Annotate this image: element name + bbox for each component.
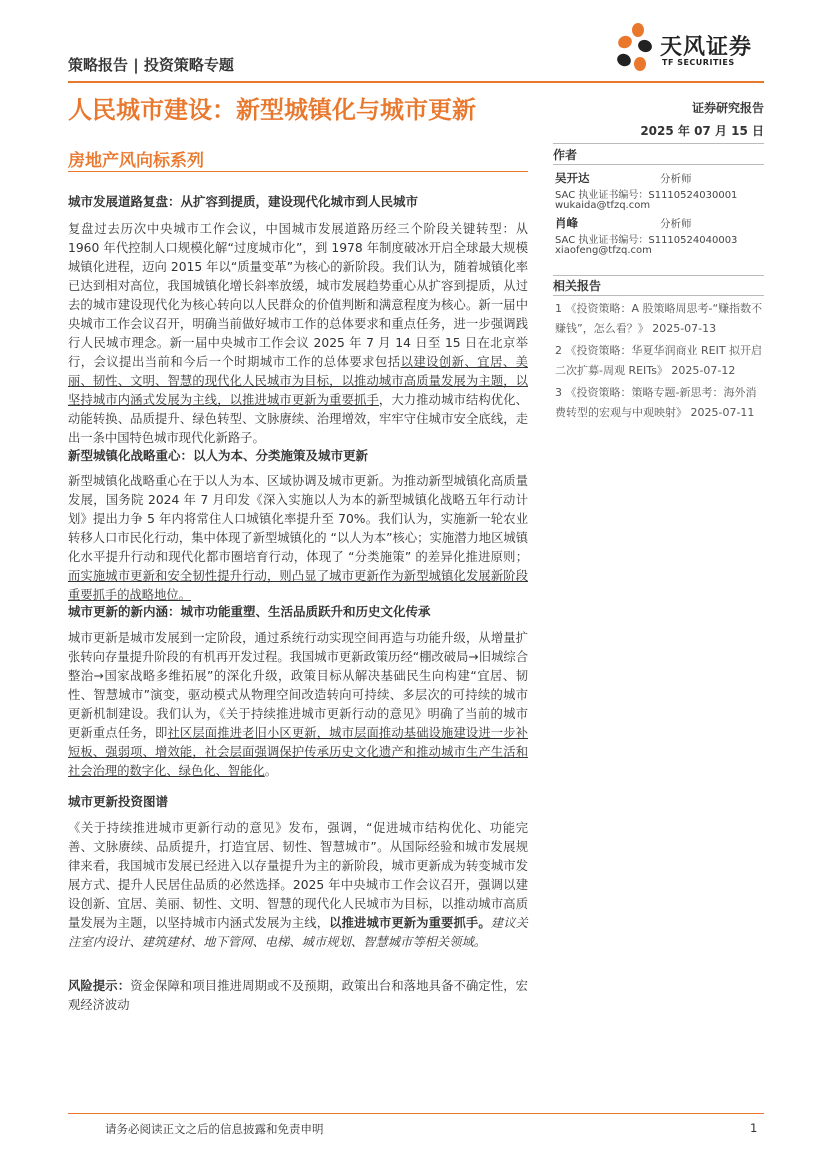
related-report-item[interactable]: 2 《投资策略：华夏华润商业 REIT 拟开启二次扩募-周观 REITs》 2025-07-12 xyxy=(555,344,763,377)
related-report-item[interactable]: 3 《投资策略：策略专题-新思考：海外消费转型的宏观与中观映射》 2025-07-11 xyxy=(555,386,757,419)
author-role: 分析师 xyxy=(660,218,692,230)
section-heading: 城市更新投资图谱 xyxy=(68,794,169,809)
tf-logo-icon xyxy=(612,22,658,74)
paragraph-text: 新型城镇化战略重心在于以人为本、区域协调及城市更新。为推动新型城镇化高质量发展，国务院 2024 年 7 月印发《深入实施以人为本的新型城镇化战略五年行动计划》提出力争 5 年内将常住人口城镇化率提升至 70%。我们认为，实施新一轮农业转移人口市民化行动，集中体现了新型城镇化的 “以人为本”核心；实施潜力地区城镇化水平提升行动和现代化都市圈培育行动，体现了 “分类施策” 的差异化推进原则； xyxy=(68,474,528,564)
paragraph-italic: 建议关注室内设计、建筑建材、地下管网、电梯、城市规划、智慧城市等相关领域。 xyxy=(68,916,528,949)
report-date: 2025 年 07 月 15 日 xyxy=(640,124,764,138)
brand-name-en: TF SECURITIES xyxy=(662,58,735,67)
cert-number: S1110524030001 xyxy=(648,190,738,201)
report-category: 策略报告 | 投资策略专题 xyxy=(68,56,234,74)
section-heading: 城市更新的新内涵：城市功能重塑、生活品质跃升和历史文化传承 xyxy=(68,604,431,619)
report-title: 人民城市建设：新型城镇化与城市更新 xyxy=(68,96,476,124)
cert-label: SAC 执业证书编号： xyxy=(555,235,649,246)
author-cert xyxy=(555,231,737,246)
related-report-item[interactable]: 1 《投资策略：A 股策略周思考-“赚指数不赚钱”，怎么看？》 2025-07-13 xyxy=(555,302,763,335)
footer-divider xyxy=(68,1113,764,1114)
author-email[interactable]: xiaofeng@tfzq.com xyxy=(555,245,652,256)
footer-disclaimer: 请务必阅读正文之后的信息披露和免责申明 xyxy=(105,1122,324,1136)
header-divider xyxy=(68,81,764,83)
paragraph-text: 城市更新是城市发展到一定阶段，通过系统行动实现空间再造与功能升级，从增量扩张转向存量提升阶段的有机再开发过程。我国城市更新政策历经“棚改破局→旧城综合整治→国家战略多维拓展”的深化升级，政策目标从解决基础民生向构建“宜居、韧性、智慧城市”演变，驱动模式从物理空间改造转向可持续、多层次的可持续的城市更新机制建设。我们认为，《关于持续推进城市更新行动的意见》明确了当前的城市更新重点任务，即 xyxy=(68,631,528,740)
authors-heading: 作者 xyxy=(553,148,578,162)
section-paragraph xyxy=(68,220,528,448)
author-email[interactable]: wukaida@tfzq.com xyxy=(555,200,651,211)
section-heading: 新型城镇化战略重心：以人为本、分类施策及城市更新 xyxy=(68,448,369,463)
section-heading: 城市发展道路复盘：从扩容到提质，建设现代化城市到人民城市 xyxy=(68,194,419,209)
brand-name-cn: 天风证券 xyxy=(660,35,753,60)
paragraph-text: 《关于持续推进城市更新行动的意见》发布，强调，“促进城市结构优化、功能完善、文脉赓续、品质提升，打造宜居、韧性、智慧城市”。从国际经验和城市发展规律来看，我国城市发展已经进入以存量提升为主的新阶段，城市更新成为转变城市发展方式、提升人民居住品质的必然选择。2025 年中央城市工作会议召开，强调以建设创新、宜居、美丽、韧性、文明、智慧的现代化人民城市为目标，以推动城市高质量发展为主题，以坚持城市内涵式发展为主线， xyxy=(68,821,528,930)
author-cert xyxy=(555,186,737,201)
author-name: 肖峰 xyxy=(555,216,578,230)
section-paragraph xyxy=(68,472,528,605)
page-number: 1 xyxy=(750,1121,758,1135)
sidebar-divider xyxy=(553,275,764,276)
series-divider xyxy=(68,171,528,172)
paragraph-text: ，大力推动城市结构优化、动能转换、品质提升、绿色转型、文脉赓续、治理增效，牢牢守住城市安全底线，走出一条中国特色城市现代化新路子。 xyxy=(68,393,528,445)
cert-number: S1110524040003 xyxy=(648,235,738,246)
paragraph-underlined: 以建设创新、宜居、美丽、韧性、文明、智慧的现代化人民城市为目标，以推动城市高质量发展为主题，以坚持城市内涵式发展为主线，以推进城市更新为重要抓手 xyxy=(68,355,528,407)
paragraph-underlined: 社区层面推进老旧小区更新，城市层面推动基础设施建设进一步补短板、强弱项、增效能，社会层面强调保护传承历史文化遗产和推动城市生产生活和社会治理的数字化、绿色化、智能化 xyxy=(68,726,528,778)
author-role: 分析师 xyxy=(660,173,692,185)
paragraph-underlined: 而实施城市更新和安全韧性提升行动，则凸显了城市更新作为新型城镇化发展新阶段重要抓手的战略地位。 xyxy=(68,569,528,602)
series-title: 房地产风向标系列 xyxy=(68,151,204,171)
risk-label: 风险提示： xyxy=(68,979,131,993)
risk-warning xyxy=(68,977,528,1015)
sidebar-divider xyxy=(553,295,764,296)
author-name: 吴开达 xyxy=(555,171,590,185)
section-paragraph xyxy=(68,629,528,781)
doc-type: 证券研究报告 xyxy=(691,101,764,115)
risk-text: 资金保障和项目推进周期或不及预期，政策出台和落地具备不确定性，宏观经济波动 xyxy=(68,979,528,1012)
paragraph-text: 。 xyxy=(264,764,278,778)
sidebar-divider xyxy=(553,164,764,165)
cert-label: SAC 执业证书编号： xyxy=(555,190,649,201)
sidebar-divider xyxy=(553,143,764,144)
section-paragraph xyxy=(68,819,528,952)
related-heading: 相关报告 xyxy=(553,279,602,293)
paragraph-bold: 以推进城市更新为重要抓手。 xyxy=(329,916,491,930)
paragraph-text: 复盘过去历次中央城市工作会议，中国城市发展道路历经三个阶段关键转型：从 1960 年代控制人口规模化解“过度城市化”，到 1978 年制度破冰开启全球最大规模城镇化进程，迈向 2015 年以“质量变革”为核心的新阶段。我们认为，随着城镇化率已达到相对高位，我国城镇化增长斜率放缓，城市发展趋势重心从扩容到提质，从过去的城市建设现代化为核心转向以人民群众的价值判断和满意程度为核心。新一届中央城市工作会议召开，明确当前做好城市工作的总体要求和重点任务，进一步强调践行人民城市理念。新一届中央城市工作会议 2025 年 7 月 14 日至 15 日在北京举行，会议提出当前和今后一个时期城市工作的总体要求包括 xyxy=(68,222,528,369)
